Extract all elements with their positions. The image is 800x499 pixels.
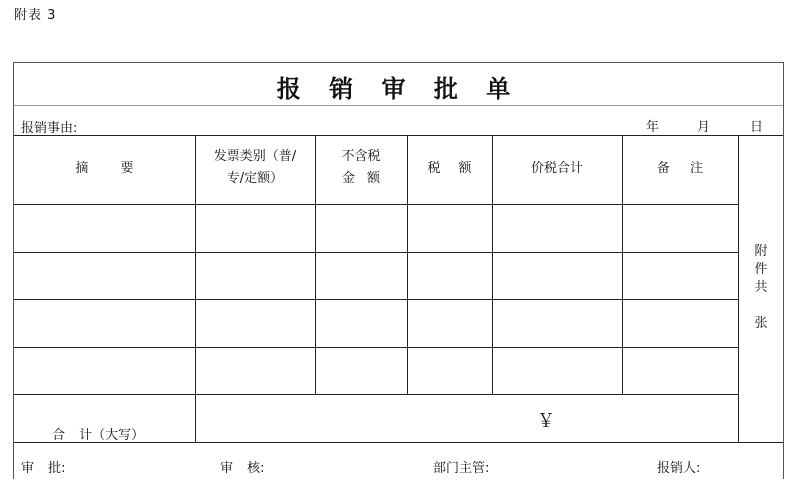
grid-line <box>14 299 738 300</box>
dept-head-label: 部门主管: <box>433 461 490 476</box>
approve-label: 审 批: <box>21 461 66 476</box>
title-row <box>14 63 783 106</box>
expense-table <box>14 135 783 444</box>
header-remarks: 备 注 <box>656 161 704 176</box>
header-amount-excl-tax-line1: 不含税 <box>341 149 381 164</box>
attachment-count-zhang: 张 <box>754 316 768 331</box>
header-summary: 摘 要 <box>75 161 134 176</box>
form-title: 报 销 审 批 单 <box>276 74 521 103</box>
date-day-label: 日 <box>750 120 764 135</box>
attachment-count-gong: 共 <box>754 280 768 295</box>
header-total-incl-tax: 价税合计 <box>530 161 583 176</box>
grid-line <box>14 135 783 136</box>
currency-symbol: ￥ <box>537 411 555 432</box>
reason-row <box>14 105 783 135</box>
grid-line <box>738 135 739 442</box>
header-invoice-type <box>195 146 315 190</box>
header-amount-excl-tax-line2: 金 额 <box>341 171 381 186</box>
total-in-words-label: 合 计（大写） <box>52 428 145 443</box>
claimant-label: 报销人: <box>657 461 701 476</box>
reason-label: 报销事由: <box>21 121 78 136</box>
grid-line <box>14 252 738 253</box>
header-invoice-type-line1: 发票类别（普/ <box>213 149 297 164</box>
attachment-count-jian: 件 <box>754 262 768 277</box>
review-label: 审 核: <box>220 461 265 476</box>
header-invoice-type-line2: 专/定额） <box>226 171 284 186</box>
signature-row <box>13 455 782 479</box>
reimbursement-form <box>13 62 784 479</box>
attachment-label: 附表 3 <box>14 8 57 23</box>
header-amount-excl-tax <box>315 146 407 190</box>
header-tax: 税 额 <box>427 161 472 176</box>
grid-line <box>14 347 738 348</box>
date-year-label: 年 <box>646 120 660 135</box>
grid-line <box>14 394 738 395</box>
date-month-label: 月 <box>697 120 711 135</box>
attachment-count-fu: 附 <box>754 244 768 259</box>
grid-line <box>14 204 738 205</box>
